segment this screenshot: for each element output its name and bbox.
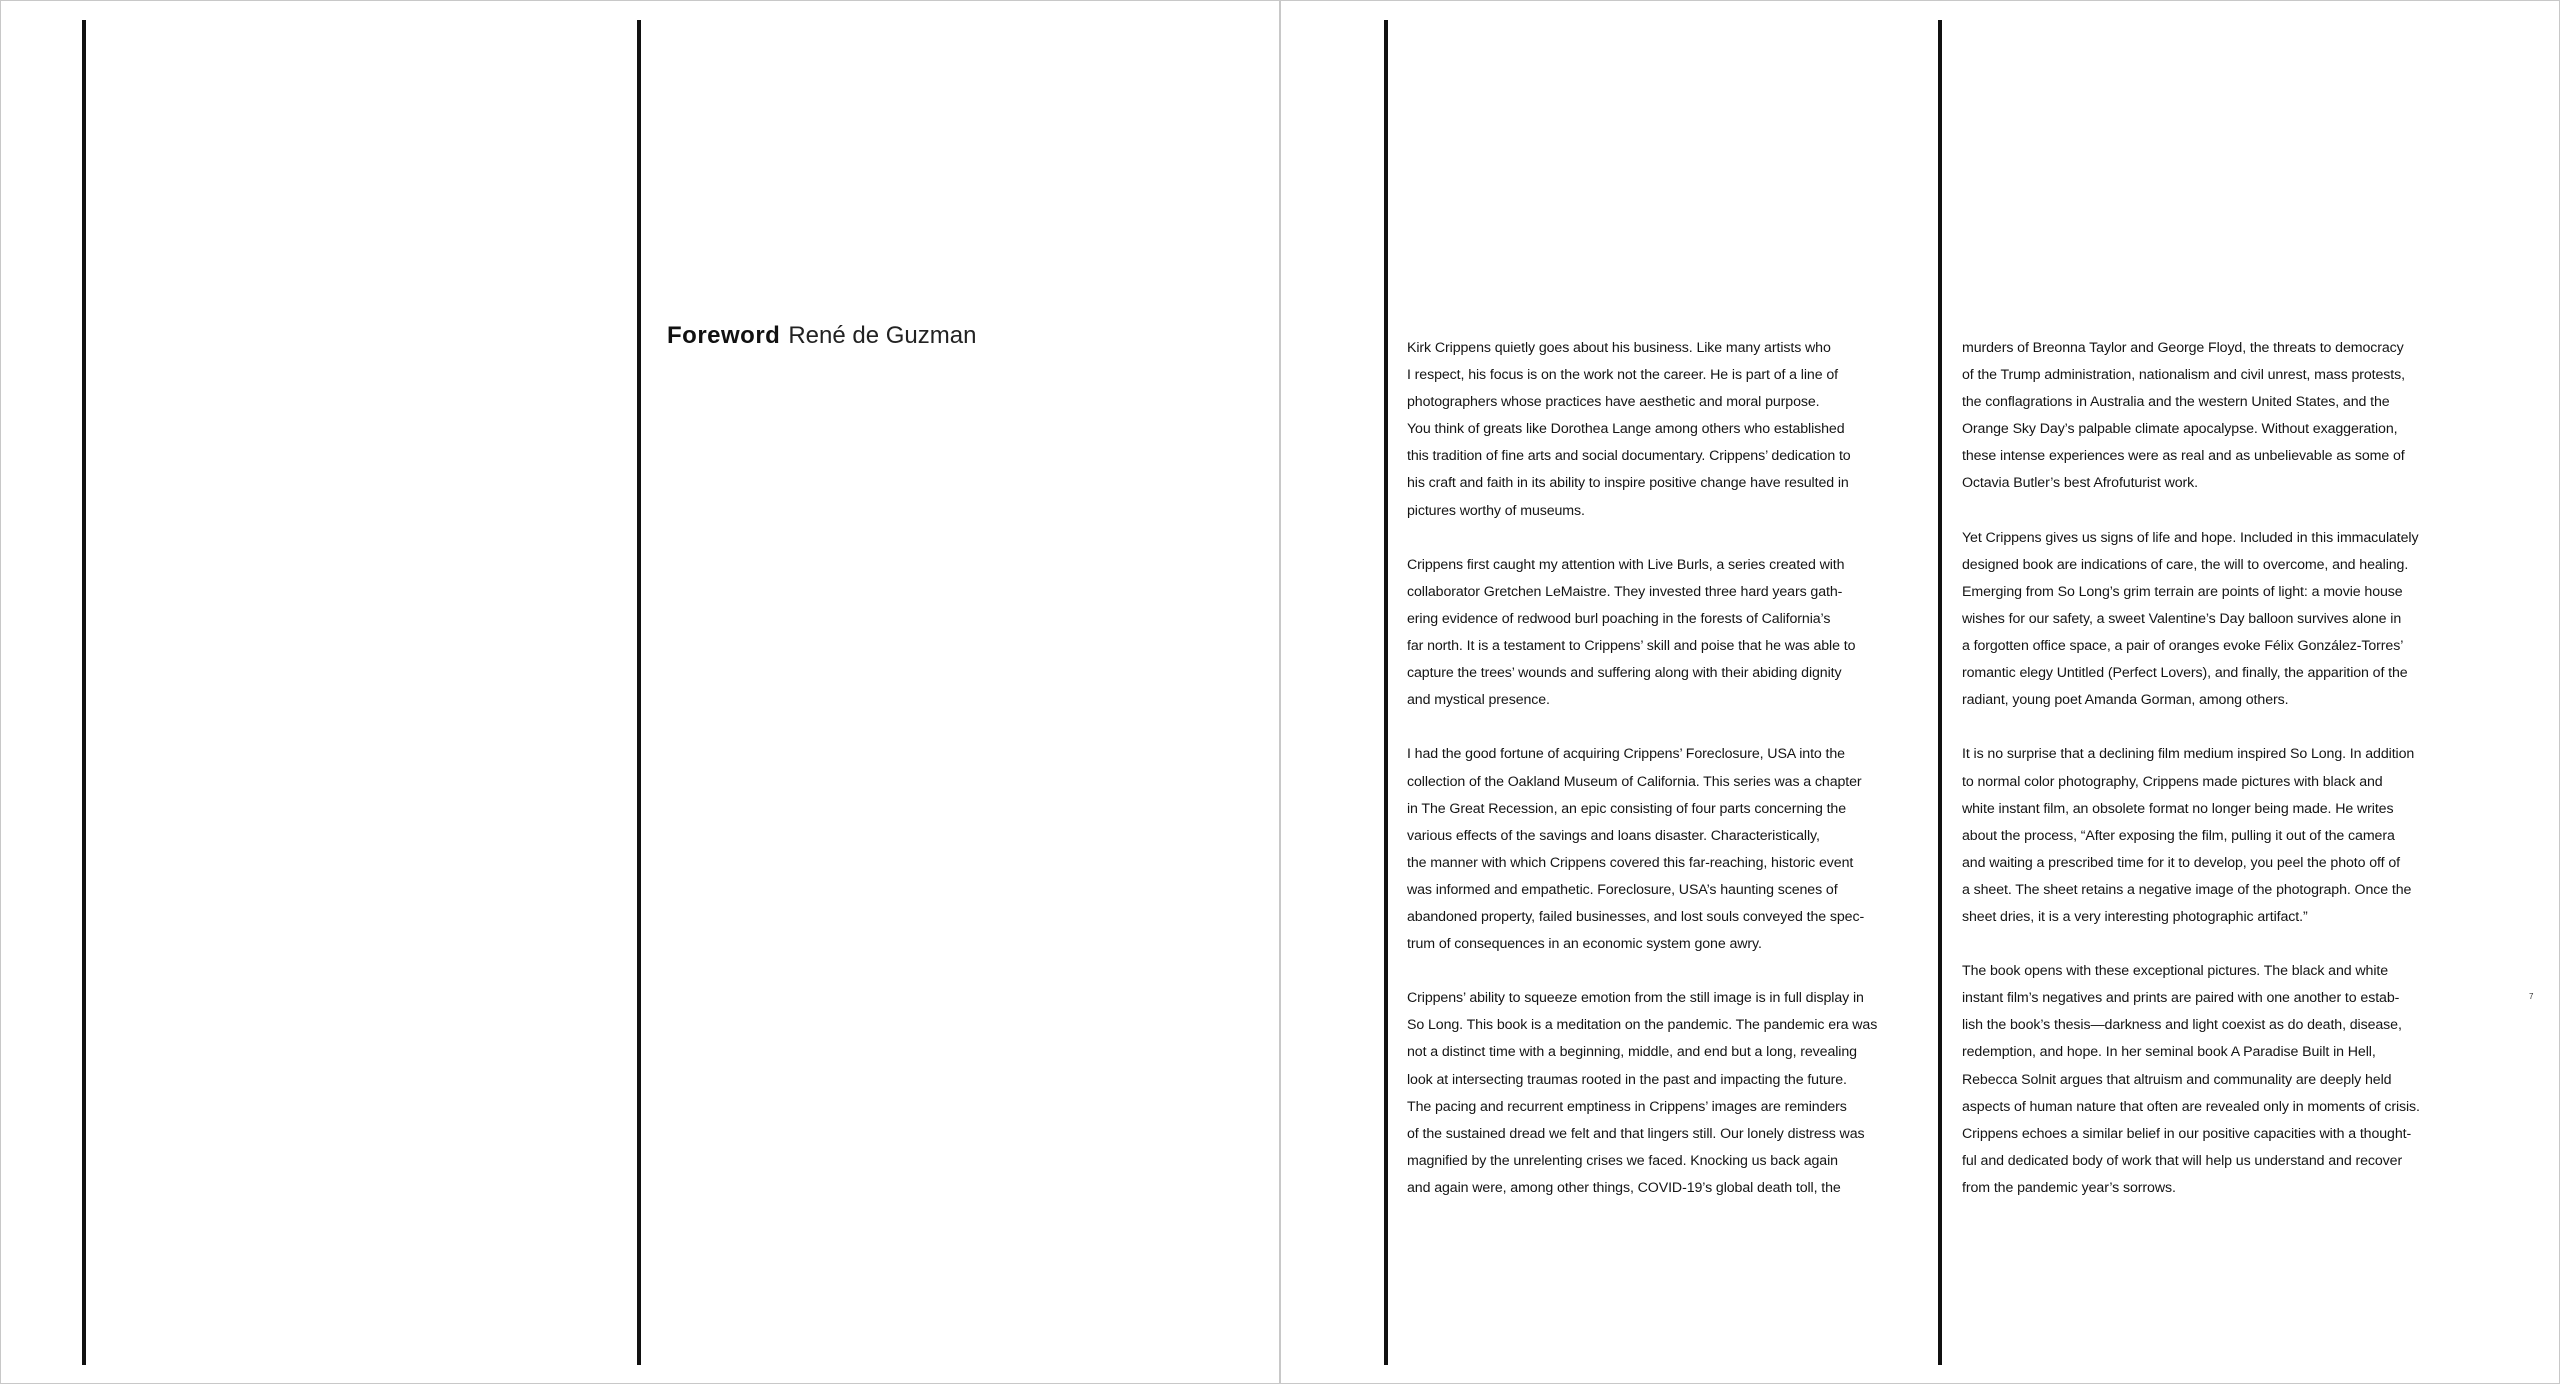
page-number: 7 <box>2529 992 2534 1001</box>
text-line: aspects of human nature that often are revealed only in moments of crisis. <box>1962 1098 2420 1115</box>
text-line: abandoned property, failed businesses, and lost souls conveyed the spec- <box>1407 908 1865 925</box>
text-line: Orange Sky Day’s palpable climate apocalypse. Without exaggeration, <box>1962 421 2398 438</box>
text-line: collection of the Oakland Museum of California. This series was a chapter <box>1407 773 1862 790</box>
text-line: this tradition of fine arts and social documentary. Crippens’ dedication to <box>1407 448 1851 465</box>
text-line: and mystical presence. <box>1407 692 1550 709</box>
text-column-right <box>1962 335 2462 1229</box>
heading-author: René de Guzman <box>788 322 977 349</box>
text-line: photographers whose practices have aesthetic and moral purpose. <box>1407 394 1820 411</box>
text-line: So Long. This book is a meditation on the pandemic. The pandemic era was <box>1407 1017 1878 1034</box>
text-line: ering evidence of redwood burl poaching in the forests of California’s <box>1407 610 1831 627</box>
vertical-rule <box>82 20 86 1365</box>
paragraph <box>1407 552 1907 715</box>
text-line: Yet Crippens gives us signs of life and hope. Included in this immaculately <box>1962 529 2419 546</box>
text-line: wishes for our safety, a sweet Valentine’s Day balloon survives alone in <box>1962 610 2402 627</box>
vertical-rule <box>1384 20 1388 1365</box>
paragraph <box>1962 958 2462 1202</box>
paragraph <box>1407 335 1907 525</box>
text-line: instant film’s negatives and prints are paired with one another to estab- <box>1962 990 2400 1007</box>
text-line: The pacing and recurrent emptiness in Crippens’ images are reminders <box>1407 1098 1847 1115</box>
text-line: sheet dries, it is a very interesting photographic artifact.” <box>1962 908 2308 925</box>
text-line: in The Great Recession, an epic consisting of four parts concerning the <box>1407 800 1847 817</box>
text-line: these intense experiences were as real and as unbelievable as some of <box>1962 448 2405 465</box>
vertical-rule <box>637 20 641 1365</box>
text-line: the conflagrations in Australia and the western United States, and the <box>1962 394 2390 411</box>
text-line: of the Trump administration, nationalism and civil unrest, mass protests, <box>1962 367 2405 384</box>
text-line: romantic elegy Untitled (Perfect Lovers), and finally, the apparition of the <box>1962 665 2408 682</box>
text-line: pictures worthy of museums. <box>1407 502 1585 519</box>
paragraph <box>1962 741 2462 931</box>
text-line: I respect, his focus is on the work not the career. He is part of a line of <box>1407 367 1838 384</box>
text-line: It is no surprise that a declining film medium inspired So Long. In addition <box>1962 746 2415 763</box>
text-line: the manner with which Crippens covered this far-reaching, historic event <box>1407 854 1854 871</box>
text-line: The book opens with these exceptional pictures. The black and white <box>1962 963 2389 980</box>
text-line: a forgotten office space, a pair of oranges evoke Félix González-Torres’ <box>1962 638 2404 655</box>
text-line: murders of Breonna Taylor and George Floyd, the threats to democracy <box>1962 340 2404 356</box>
heading-title: Foreword <box>667 322 781 349</box>
text-line: was informed and empathetic. Foreclosure, USA’s haunting scenes of <box>1407 881 1838 898</box>
text-line: capture the trees’ wounds and suffering along with their abiding dignity <box>1407 665 1842 682</box>
text-line: You think of greats like Dorothea Lange among others who established <box>1407 421 1845 438</box>
paragraph <box>1407 741 1907 958</box>
vertical-rule <box>1938 20 1942 1365</box>
text-line: not a distinct time with a beginning, middle, and end but a long, revealing <box>1407 1044 1857 1061</box>
paragraph <box>1962 525 2462 715</box>
text-line: look at intersecting traumas rooted in the past and impacting the future. <box>1407 1071 1847 1088</box>
text-line: Emerging from So Long’s grim terrain are points of light: a movie house <box>1962 583 2403 600</box>
text-line: white instant film, an obsolete format no longer being made. He writes <box>1962 800 2394 817</box>
text-line: radiant, young poet Amanda Gorman, among others. <box>1962 692 2289 709</box>
text-line: far north. It is a testament to Crippens’ skill and poise that he was able to <box>1407 638 1856 655</box>
text-line: Kirk Crippens quietly goes about his business. Like many artists who <box>1407 340 1831 356</box>
text-column-left <box>1407 335 1907 1229</box>
text-line: a sheet. The sheet retains a negative image of the photograph. Once the <box>1962 881 2412 898</box>
text-line: Crippens first caught my attention with Live Burls, a series created with <box>1407 556 1845 573</box>
text-line: Crippens echoes a similar belief in our positive capacities with a thought- <box>1962 1125 2412 1142</box>
text-line: trum of consequences in an economic system gone awry. <box>1407 936 1762 953</box>
text-line: magnified by the unrelenting crises we faced. Knocking us back again <box>1407 1152 1838 1169</box>
text-line: of the sustained dread we felt and that lingers still. Our lonely distress was <box>1407 1125 1865 1142</box>
chapter-heading <box>667 322 976 350</box>
text-line: designed book are indications of care, the will to overcome, and healing. <box>1962 556 2409 573</box>
text-line: his craft and faith in its ability to inspire positive change have resulted in <box>1407 475 1849 492</box>
text-line: lish the book’s thesis—darkness and light coexist as do death, disease, <box>1962 1017 2402 1034</box>
text-line: from the pandemic year’s sorrows. <box>1962 1179 2176 1196</box>
text-line: about the process, “After exposing the film, pulling it out of the camera <box>1962 827 2395 844</box>
text-line: various effects of the savings and loans disaster. Characteristically, <box>1407 827 1820 844</box>
text-line: and again were, among other things, COVID-19’s global death toll, the <box>1407 1179 1841 1196</box>
text-line: Crippens’ ability to squeeze emotion from the still image is in full display in <box>1407 990 1864 1007</box>
text-line: and waiting a prescribed time for it to develop, you peel the photo off of <box>1962 854 2400 871</box>
paragraph <box>1962 335 2462 498</box>
paragraph <box>1407 985 1907 1202</box>
text-line: to normal color photography, Crippens made pictures with black and <box>1962 773 2383 790</box>
text-line: I had the good fortune of acquiring Crippens’ Foreclosure, USA into the <box>1407 746 1845 763</box>
text-line: ful and dedicated body of work that will help us understand and recover <box>1962 1152 2403 1169</box>
text-line: Rebecca Solnit argues that altruism and communality are deeply held <box>1962 1071 2392 1088</box>
text-line: Octavia Butler’s best Afrofuturist work. <box>1962 475 2198 492</box>
text-line: collaborator Gretchen LeMaistre. They invested three hard years gath- <box>1407 583 1843 600</box>
text-line: redemption, and hope. In her seminal book A Paradise Built in Hell, <box>1962 1044 2376 1061</box>
